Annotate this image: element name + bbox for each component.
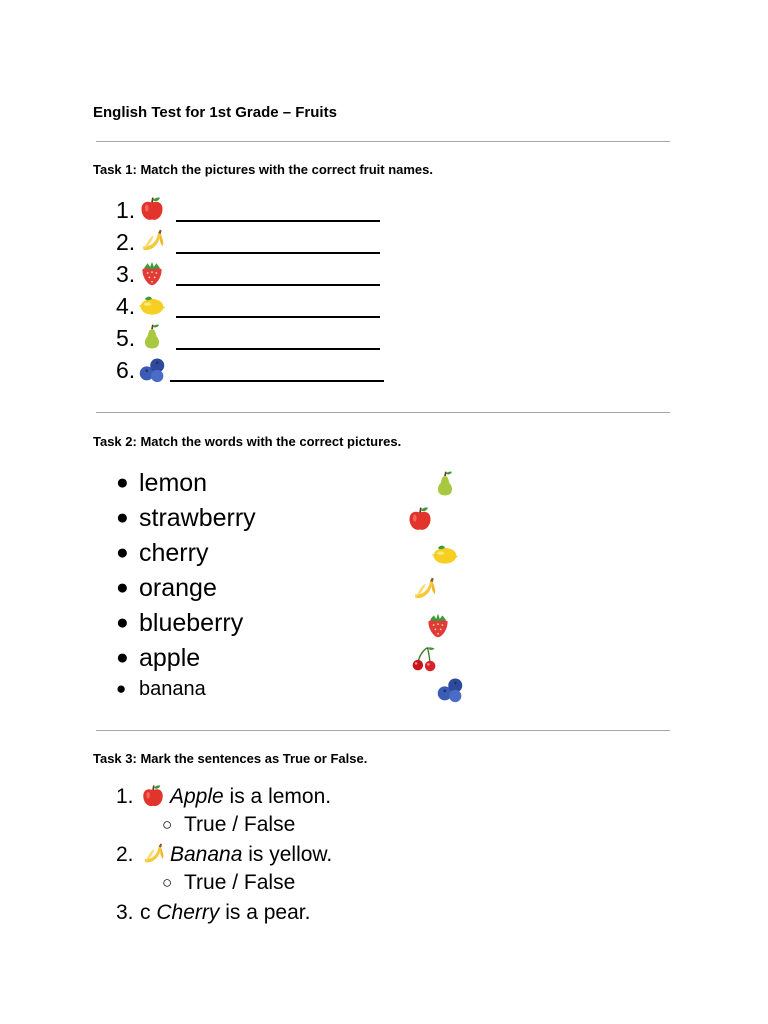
bullet: ● [116, 541, 129, 564]
bullet: ● [116, 611, 129, 634]
apple-icon [138, 195, 168, 225]
option-circle[interactable]: ○ [162, 815, 173, 834]
word-item [116, 671, 206, 707]
bullet: ● [116, 471, 129, 494]
task2-heading: Task 2: Match the words with the correct pictures. [93, 434, 402, 449]
bullet: ● [116, 646, 129, 669]
true-false-option[interactable] [162, 810, 295, 840]
answer-blank[interactable] [176, 326, 380, 350]
pear-icon[interactable] [431, 470, 461, 500]
word-item [116, 500, 256, 536]
item-number: 6. [116, 356, 136, 383]
lemon-icon[interactable] [431, 540, 461, 570]
statement-text: is a lemon. [223, 785, 332, 808]
page-title: English Test for 1st Grade – Fruits [93, 104, 337, 121]
bullet: ● [116, 679, 127, 698]
statement-text: is a pear. [219, 901, 311, 924]
word-strawberry: strawberry [139, 503, 256, 532]
word-item [116, 535, 208, 571]
word-orange: orange [139, 573, 217, 602]
answer-blank[interactable] [170, 358, 384, 382]
task1-item [116, 354, 384, 386]
item-number: 2. [116, 843, 134, 866]
apple-icon[interactable] [406, 505, 436, 535]
option-circle[interactable]: ○ [162, 873, 173, 892]
item-number: 2. [116, 228, 136, 255]
divider [96, 730, 670, 731]
task3-heading: Task 3: Mark the sentences as True or False. [93, 751, 368, 766]
statement-text: is yellow. [242, 843, 333, 866]
option-text: True / False [184, 871, 296, 894]
divider [96, 141, 670, 142]
task1-item [116, 194, 380, 226]
answer-blank[interactable] [176, 262, 380, 286]
item-number: 5. [116, 324, 136, 351]
task1-item [116, 290, 380, 322]
apple-icon [140, 783, 170, 811]
task1-heading: Task 1: Match the pictures with the correct fruit names. [93, 162, 434, 177]
true-false-option[interactable] [162, 868, 295, 898]
word-blueberry: blueberry [139, 608, 244, 637]
task1-item [116, 226, 380, 258]
blueberry-icon [138, 355, 168, 385]
statement-subject: Apple [170, 785, 224, 808]
word-item [116, 570, 217, 606]
bullet: ● [116, 506, 129, 529]
option-text: True / False [184, 813, 296, 836]
word-item [116, 465, 207, 501]
statement-subject: Cherry [156, 901, 220, 924]
statement-prefix: c [140, 901, 157, 924]
statement-item [116, 840, 332, 870]
answer-blank[interactable] [176, 230, 380, 254]
strawberry-icon[interactable] [424, 611, 454, 641]
answer-blank[interactable] [176, 294, 380, 318]
banana-icon [138, 227, 168, 257]
word-cherry: cherry [139, 538, 209, 567]
item-number: 4. [116, 292, 136, 319]
word-item [116, 605, 243, 641]
statement-subject: Banana [170, 843, 243, 866]
banana-icon[interactable] [410, 575, 440, 605]
cherry-icon[interactable] [410, 645, 440, 675]
answer-blank[interactable] [176, 198, 380, 222]
statement-item [116, 898, 310, 928]
word-apple: apple [139, 643, 201, 672]
blueberry-icon[interactable] [436, 675, 466, 705]
word-banana: banana [139, 677, 206, 700]
banana-icon [140, 841, 170, 869]
lemon-icon [138, 291, 168, 321]
task1-item [116, 322, 380, 354]
item-number: 1. [116, 196, 136, 223]
task1-item [116, 258, 380, 290]
bullet: ● [116, 576, 129, 599]
item-number: 3. [116, 901, 134, 924]
pear-icon [138, 323, 168, 353]
item-number: 3. [116, 260, 136, 287]
item-number: 1. [116, 785, 134, 808]
word-lemon: lemon [139, 468, 208, 497]
statement-item [116, 782, 331, 812]
strawberry-icon [138, 259, 168, 289]
divider [96, 412, 670, 413]
